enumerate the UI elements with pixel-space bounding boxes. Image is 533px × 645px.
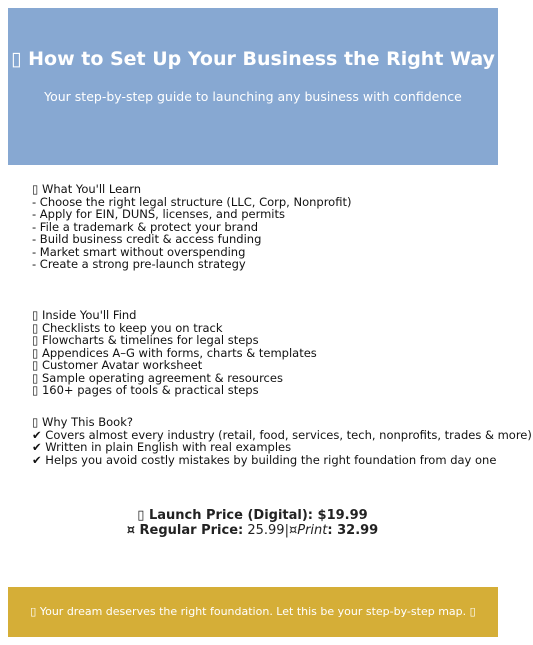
inside-you-find-section	[32, 309, 317, 397]
regular-price	[0, 523, 505, 539]
launch-price-text: ▯ Launch Price (Digital): $19.99	[137, 508, 368, 523]
print-label: Print	[297, 523, 328, 538]
list-item: - Choose the right legal structure (LLC, Corp, Nonprofit)	[32, 194, 352, 209]
list-item: ▯ Checklists to keep you on track	[32, 320, 223, 335]
footer-banner	[8, 587, 498, 637]
section-heading: ▯ Inside You'll Find	[32, 308, 137, 322]
list-item: ▯ Flowcharts & timelines for legal steps	[32, 333, 259, 347]
what-you-learn-section	[32, 183, 351, 271]
list-item: ✔ Written in plain English with real examples	[32, 440, 292, 454]
section-heading: ▯ Why This Book?	[32, 415, 133, 429]
list-item: ✔ Helps you avoid costly mistakes by building the right foundation from day one	[32, 452, 497, 467]
regular-price-label: ¤ Regular Price:	[126, 523, 244, 538]
launch-price	[0, 508, 505, 524]
list-item: - Apply for EIN, DUNS, licenses, and permits	[32, 207, 285, 221]
list-item: ▯ Appendices A–G with forms, charts & templates	[32, 345, 317, 360]
list-item: ▯ Sample operating agreement & resources	[32, 370, 283, 385]
print-price-value: : 32.99	[327, 523, 379, 538]
list-item: ▯ Customer Avatar worksheet	[32, 358, 203, 372]
why-this-book-section	[32, 416, 532, 466]
hero-banner	[8, 8, 498, 165]
list-item: ✔ Covers almost every industry (retail, food, services, tech, nonprofits, trades & more)	[32, 427, 532, 442]
list-item: - Create a strong pre-launch strategy	[32, 257, 246, 271]
list-item: - File a trademark & protect your brand	[32, 219, 259, 234]
regular-price-value: 25.99|¤	[247, 523, 298, 538]
section-heading: ▯ What You'll Learn	[32, 182, 142, 196]
footer-text: ▯ Your dream deserves the right foundation. Let this be your step-by-step map. ▯	[30, 605, 476, 618]
page-title: ▯ How to Set Up Your Business the Right Way	[11, 48, 495, 70]
list-item: ▯ 160+ pages of tools & practical steps	[32, 383, 259, 397]
list-item: - Market smart without overspending	[32, 244, 246, 259]
list-item: - Build business credit & access funding	[32, 232, 262, 246]
page-subtitle: Your step-by-step guide to launching any business with confidence	[44, 89, 462, 104]
